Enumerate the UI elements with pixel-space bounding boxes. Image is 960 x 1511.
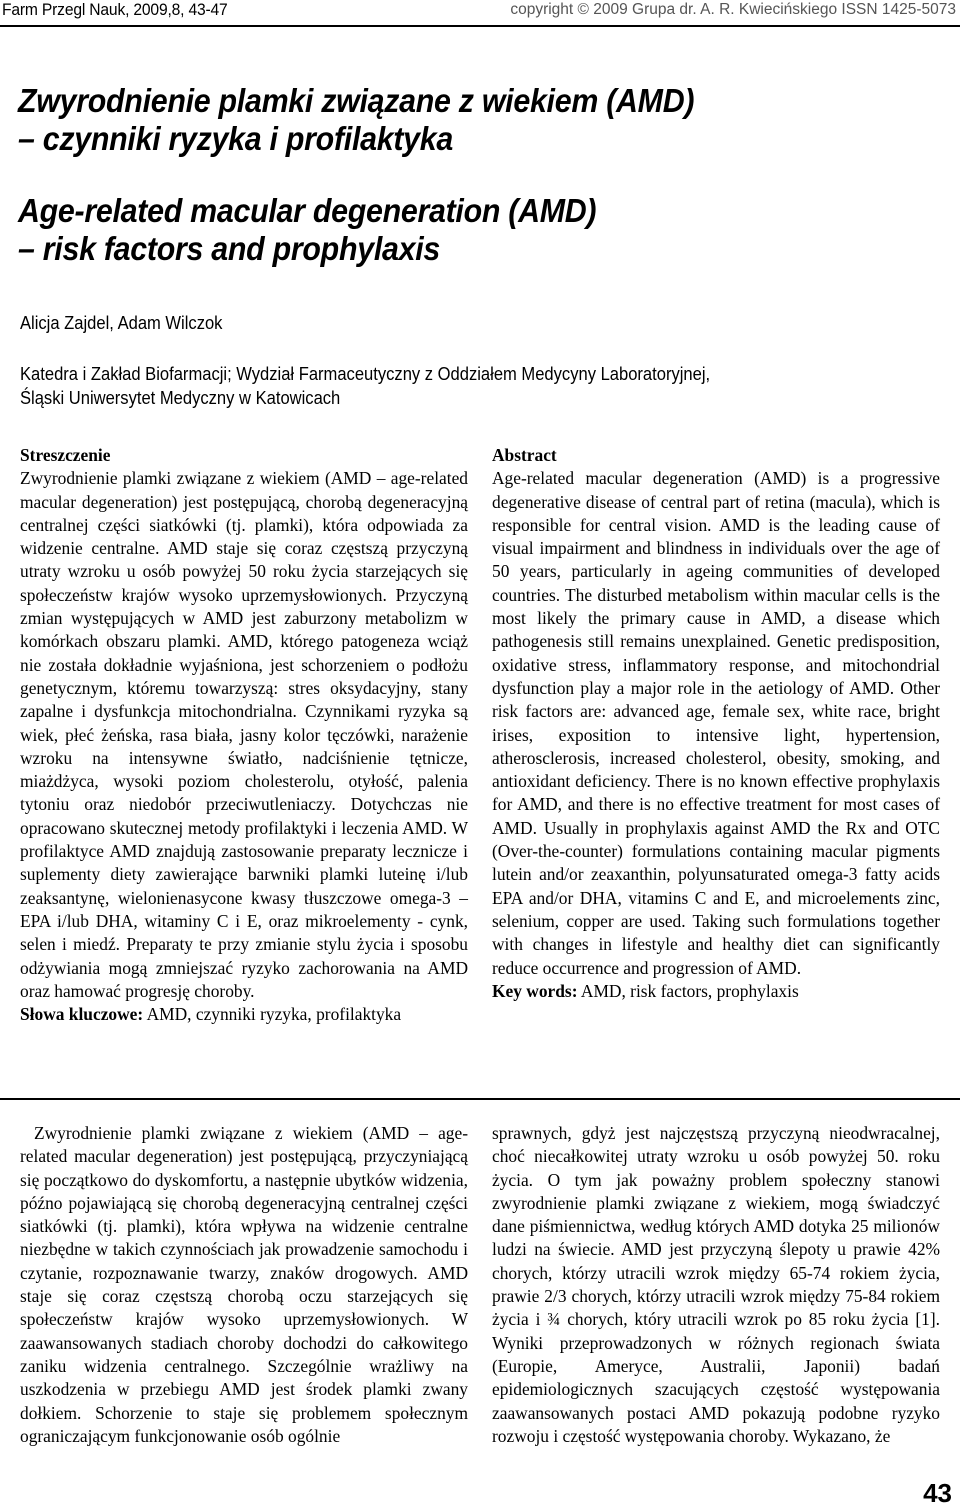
abstract-polish — [20, 444, 468, 1026]
streszczenie-keywords — [20, 1003, 468, 1026]
abstract-text: Age-related macular degeneration (AMD) is a progressive degenerative disease of central part of retina (macula), which is responsible for central vision. AMD is the leading cause of visual impairment and blindness in individuals over the age of 50 years, particularly in ageing communities of developed countries. The disturbed metabolism within macular cells is the most likely the primary cause in AMD, a disease which pathogenesis still remains unexplained. Genetic predisposition, oxidative stress, inflammatory response, and mitochondrial dysfunction play a major role in the aetiology of AMD. Other risk factors are: advanced age, female sex, white race, bright irises, exposition to intensive light, hypertension, atherosclerosis, increased cholesterol, obesity, smoking, and antioxidant deficiency. There is no known effective prophylaxis for AMD, and there is no effective treatment for most cases of AMD. Usually in prophylaxis against AMD the Rx and OTC (Over-the-counter) formulations containing macular pigments lutein and/or zeaxanthin, polyunsaturated omega-3 fatty acids EPA and/or DHA, vitamins C and E, and microelements zinc, selenium, copper are used. Taking such formulations together with changes in lifestyle and healthy diet can significantly reduce occurrence and progression of AMD. — [492, 468, 940, 978]
streszczenie-keywords-values: AMD, czynniki ryzyka, profilaktyka — [146, 1004, 402, 1025]
title-english-line-1: Age-related macular degeneration (AMD) — [18, 192, 597, 229]
abstract-heading: Abstract — [492, 445, 557, 465]
streszczenie-heading: Streszczenie — [20, 445, 111, 465]
title-english-line-2: – risk factors and prophylaxis — [18, 230, 440, 267]
title-polish-line-1: Zwyrodnienie plamki związane z wiekiem (AMD) — [18, 82, 695, 119]
header-divider — [0, 25, 960, 27]
body-column-right — [492, 1122, 940, 1448]
running-header — [0, 0, 960, 26]
body-paragraph-right: sprawnych, gdyż jest najczęstszą przyczyną nieodwracalnej, choć niecałkowitej utraty wzroku u osób powyżej 50. roku życia. O tym jak poważny problem społeczny stanowi zwyrodnienie plamki związane z wiekiem, mogą świadczyć dane piśmiennictwa, według których AMD dotyka 25 milionów ludzi na świecie. AMD jest przyczyną ślepoty u prawie 42% chorych, którzy utracili wzrok między 65-74 rokiem życia, prawie 2/3 chorych, którzy utracili wzrok między 75-84 rokiem życia i ¾ chorych, który utracili wzrok po 85 roku życia [1]. Wyniki przeprowadzonych w różnych regionach świata (Europie, Ameryce, Australii, Japonii) badań epidemiologicznych szacujących częstość występowania zaawansowanych postaci AMD pokazują podobne ryzyko rozwoju i częstość występowania choroby. Wykazano, że — [492, 1123, 940, 1446]
affiliation-line-1: Katedra i Zakład Biofarmacji; Wydział Farmaceutyczny z Oddziałem Medycyny Laboratoryjnej, — [20, 364, 711, 384]
affiliation-line-2: Śląski Uniwersytet Medyczny w Katowicach — [20, 388, 341, 408]
title-polish-line-2: – czynniki ryzyka i profilaktyka — [18, 120, 453, 157]
abstract-english — [492, 444, 940, 1003]
section-divider — [0, 1098, 960, 1100]
title-english — [18, 192, 864, 268]
abstract-keywords — [492, 980, 940, 1003]
abstract-keywords-label: Key words: — [492, 980, 578, 1001]
streszczenie-text: Zwyrodnienie plamki związane z wiekiem (AMD – age-related macular degeneration) jest postępującą, chorobą degeneracyjną centralnej części siatkówki (tj. plamki), która odpowiada za widzenie centralne. AMD staje się coraz częstszą przyczyną utraty wzroku u osób powyżej 50 roku życia starzejących się społeczeństw krajów wysoko uprzemysłowionych. Przyczyną zmian występujących w AMD jest zaburzony metabolizm w komórkach obszaru plamki. AMD, którego patogeneza wciąż nie została dokładnie wyjaśniona, jest schorzeniem o podłożu genetycznym, któremu towarzyszą: stres oksydacyjny, stany zapalne i dysfunkcja mitochondrialna. Czynnikami ryzyka są wiek, płeć żeńska, rasa biała, jasny kolor tęczówki, narażenie wzroku na intensywne światło, nadciśnienie tętnicze, miażdżyca, wysoki poziom cholesterolu, otyłość, palenia tytoniu oraz niedobór przeciwutleniaczy. Dotychczas nie opracowano skutecznej metody profilaktyki i leczenia AMD. W profilaktyce AMD znajdują zastosowanie preparaty lecznicze i suplementy diety zawierające barwniki plamki luteinę i/lub zeaksantynę, wielonienasycone kwasy tłuszczowe omega-3 – EPA i/lub DHA, witaminy C i E, oraz mikroelementy - cynk, selen i miedź. Preparaty te przy zmianie stylu życia i sposobu odżywiania mogą zmniejszać ryzyko zachorowania na AMD oraz hamować progresję choroby. — [20, 468, 468, 1001]
copyright-notice: copyright © 2009 Grupa dr. A. R. Kwiecińskiego ISSN 1425-5073 — [510, 1, 956, 18]
body-paragraph-left: Zwyrodnienie plamki związane z wiekiem (AMD – age-related macular degeneration) jest postępującą, przyczyniającą się początkowo do dyskomfortu, a następnie ubytków widzenia, późno pojawiającą się chorobą degeneracyjną centralnej części siatkówki (tj. plamki), która wpływa na widzenie centralne niezbędne w takich czynnościach jak prowadzenie samochodu i czytanie, rozpoznawanie twarzy, znaków drogowych. AMD staje się coraz częstszą chorobą oczu starzejących się społeczeństw krajów wysoko uprzemysłowionych. W zaawansowanych stadiach choroby dochodzi do całkowitego zaniku widzenia centralnego. Szczególnie wrażliwy na uszkodzenia w przebiegu AMD jest środek plamki zwany dołkiem. Schorzenie to staje się problemem społecznym ograniczającym funkcjonowanie osób ogólnie — [20, 1123, 468, 1446]
streszczenie-keywords-label: Słowa kluczowe: — [20, 1004, 144, 1025]
page-number: 43 — [923, 1478, 952, 1508]
body-column-left — [20, 1122, 468, 1448]
title-polish — [18, 82, 864, 158]
journal-reference: Farm Przegl Nauk, 2009,8, 43-47 — [2, 0, 228, 19]
authors: Alicja Zajdel, Adam Wilczok — [20, 313, 223, 333]
abstract-keywords-values: AMD, risk factors, prophylaxis — [580, 980, 799, 1001]
affiliation — [20, 362, 710, 410]
